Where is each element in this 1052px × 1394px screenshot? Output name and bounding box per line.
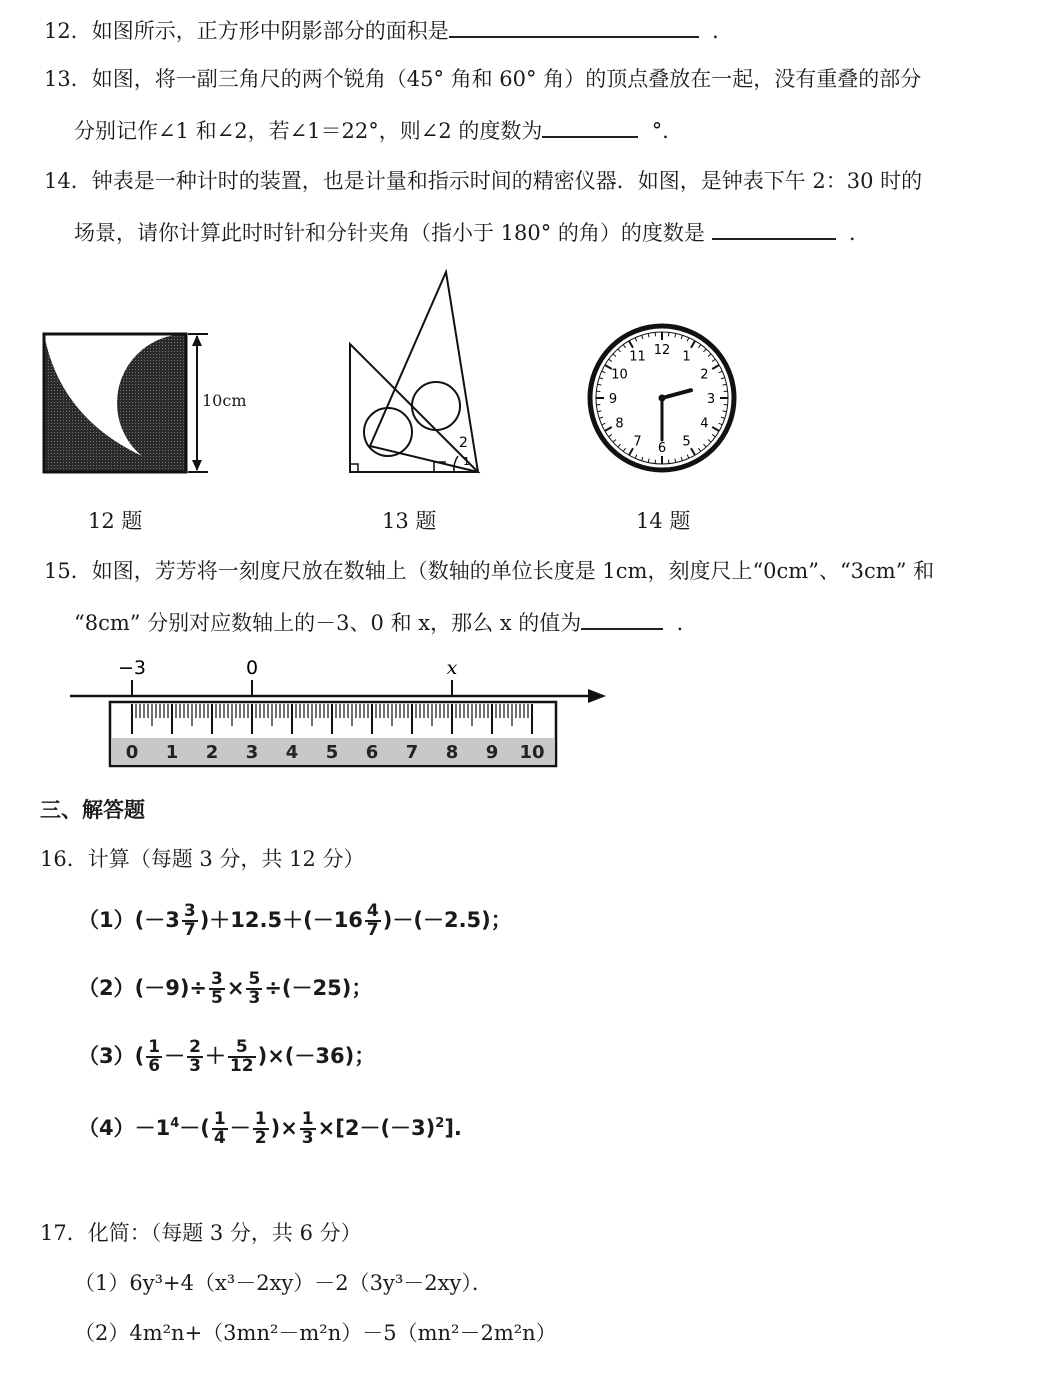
expr: ].: [444, 1116, 462, 1140]
question-text: 分别记作∠1 和∠2，若∠1＝22°，则∠2 的度数为: [74, 119, 543, 143]
figure-caption-13: 13 题: [382, 509, 437, 533]
expr: (: [134, 1044, 145, 1068]
denominator: 12: [229, 1056, 254, 1076]
expr: (－9)÷: [134, 976, 208, 1000]
question-15-line2: [74, 606, 698, 638]
fraction: [182, 903, 198, 939]
clock-center: [659, 395, 666, 402]
question-13-line1: [44, 64, 921, 94]
q16-part2: [78, 968, 372, 1008]
expr: ÷(－25)；: [264, 976, 373, 1000]
answer-blank[interactable]: [712, 216, 836, 240]
angle-label-1: 1: [463, 455, 470, 468]
question-number: 14．: [44, 169, 92, 193]
question-16-title: 16．计算（每题 3 分，共 12 分）: [40, 847, 365, 871]
clock-number: 6: [657, 441, 667, 456]
ruler-number: 6: [365, 742, 379, 763]
expr: (－3: [134, 908, 180, 932]
question-12: [44, 14, 733, 46]
denominator: 7: [183, 920, 196, 940]
ruler-number: 7: [405, 742, 419, 763]
answer-blank[interactable]: [542, 114, 638, 138]
expr: －: [164, 1044, 186, 1068]
expr: )＋12.5＋(－16: [199, 908, 363, 932]
ruler-number: 0: [125, 742, 139, 763]
axis-arrow: [588, 689, 606, 703]
punctuation: ．: [712, 19, 734, 43]
expr: )×: [270, 1116, 298, 1140]
expr: －(: [179, 1116, 210, 1140]
fraction: [146, 1039, 162, 1075]
axis-label-minus-3: −3: [117, 657, 147, 679]
numerator: 2: [189, 1037, 201, 1057]
q16-part4: [78, 1104, 462, 1148]
triangle-45: [350, 344, 478, 472]
clock-number: 8: [615, 416, 624, 432]
part-label: （1）: [78, 908, 135, 932]
clock-number: 3: [706, 392, 716, 407]
denominator: 3: [248, 988, 261, 1008]
figure-15-number-line-ruler: [66, 650, 616, 772]
question-number: 12．: [44, 19, 92, 43]
numerator: 5: [228, 1039, 256, 1058]
clock-number: 5: [682, 434, 691, 450]
q16-part3: [78, 1036, 375, 1076]
ruler-number: 10: [519, 742, 545, 763]
ruler-number: 5: [325, 742, 339, 763]
numerator: 1: [301, 1109, 314, 1129]
figure-13-triangles: [342, 266, 492, 482]
numerator: 3: [211, 969, 223, 989]
section-heading: 三、解答题: [40, 798, 145, 822]
exponent: 4: [170, 1116, 180, 1131]
clock-number: 11: [629, 349, 646, 365]
figure-caption-12: 12 题: [88, 509, 143, 533]
question-14-line2: [74, 216, 870, 248]
question-13-line2: [74, 114, 683, 146]
fraction: [246, 971, 262, 1007]
denominator: 4: [213, 1128, 226, 1148]
question-number: 15．: [44, 559, 92, 583]
fraction: [228, 1039, 256, 1075]
ruler-number: 8: [445, 742, 459, 763]
clock-number: 10: [611, 367, 628, 383]
clock-number: 1: [682, 349, 691, 365]
dimension-label: 10cm: [202, 391, 247, 410]
denominator: 7: [366, 920, 379, 940]
question-text: 场景，请你计算此时时针和分针夹角（指小于 180° 的角）的度数是: [74, 221, 705, 245]
numerator: 1: [148, 1037, 161, 1057]
axis-label-x: x: [446, 657, 458, 679]
numerator: 3: [183, 901, 196, 921]
expr: ×[2－(－3): [317, 1116, 436, 1140]
part-label: （3）: [78, 1044, 135, 1068]
figure-14-clock: [586, 322, 738, 474]
expr: －: [229, 1116, 251, 1140]
part-label: （2）: [78, 976, 135, 1000]
clock-number: 2: [700, 367, 709, 383]
expr: ＋: [204, 1044, 226, 1068]
ruler-number: 3: [245, 742, 259, 763]
fraction: [187, 1039, 203, 1075]
q17-part1: （1）6y³+4（x³－2xy）－2（3y³－2xy）．: [74, 1271, 493, 1295]
expr: )－(－2.5)；: [382, 908, 512, 932]
punctuation: ．: [848, 221, 870, 245]
fraction: [365, 903, 381, 939]
fraction: [209, 971, 225, 1007]
numerator: 5: [248, 969, 261, 989]
angle-label-2: 2: [459, 435, 468, 451]
denominator: 3: [301, 1128, 314, 1148]
fraction: [212, 1111, 228, 1147]
clock-number: 9: [608, 392, 618, 407]
ruler-number: 1: [165, 742, 179, 763]
ruler-number: 2: [205, 742, 219, 763]
denominator: 3: [189, 1056, 201, 1076]
question-text: “8cm” 分别对应数轴上的－3、0 和 x，那么 x 的值为: [74, 611, 582, 635]
q17-part2: （2）4m²n+（3mn²－m²n）－5（mn²－2m²n）: [74, 1321, 557, 1345]
clock-number: 4: [700, 416, 709, 432]
denominator: 5: [211, 988, 223, 1008]
q16-part1: [78, 900, 512, 940]
clock-number: 12: [653, 343, 671, 358]
punctuation: ．: [676, 611, 698, 635]
part-label: （4）: [78, 1116, 135, 1140]
ruler-number: 9: [485, 742, 499, 763]
numerator: 1: [213, 1109, 226, 1129]
numerator: 1: [254, 1109, 267, 1129]
fraction: [253, 1111, 269, 1147]
clock-number: 7: [633, 434, 642, 450]
axis-label-0: 0: [245, 657, 259, 679]
question-number: 13．: [44, 67, 92, 91]
fraction: [300, 1111, 316, 1147]
expr: －1: [134, 1116, 171, 1140]
expr: )×(－36)；: [257, 1044, 376, 1068]
expr: ×: [226, 976, 245, 1000]
question-17-title: 17．化简：（每题 3 分，共 6 分）: [40, 1221, 362, 1245]
question-text: 如图所示，正方形中阴影部分的面积是: [91, 19, 449, 43]
answer-blank[interactable]: [581, 606, 663, 630]
denominator: 6: [148, 1056, 161, 1076]
ruler-number: 4: [285, 742, 299, 763]
exponent: 2: [435, 1116, 445, 1131]
answer-blank[interactable]: [449, 14, 699, 38]
figure-caption-14: 14 题: [636, 509, 691, 533]
question-text: 如图，将一副三角尺的两个锐角（45° 角和 60° 角）的顶点叠放在一起，没有重叠的部分: [91, 67, 922, 91]
question-14-line1: [44, 166, 922, 196]
question-text: 如图，芳芳将一刻度尺放在数轴上（数轴的单位长度是 1cm，刻度尺上“0cm”、“3cm” 和: [91, 559, 935, 583]
numerator: 4: [366, 901, 379, 921]
question-text: 钟表是一种计时的装置，也是计量和指示时间的精密仪器．如图，是钟表下午 2：30 时的: [91, 169, 923, 193]
question-15-line1: [44, 556, 934, 586]
denominator: 2: [254, 1128, 267, 1148]
punctuation: °．: [651, 119, 684, 143]
